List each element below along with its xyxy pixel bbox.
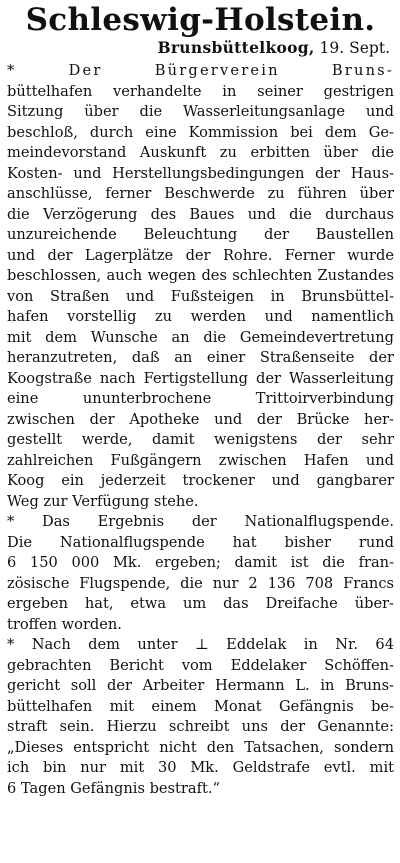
text-line: 6 150 000 Mk. ergeben; damit ist die fran- xyxy=(7,554,394,571)
text-line: gebrachten Bericht vom Eddelaker Schöffen- xyxy=(7,656,394,674)
text-line: Die Nationalflugspende hat bisher rund xyxy=(7,533,394,551)
dateline-date: 19. Sept. xyxy=(319,39,390,57)
text-line: zahlreichen Fußgängern zwischen Hafen und xyxy=(7,451,394,469)
text-line: meindevorstand Auskunft zu erbitten über die xyxy=(7,144,394,161)
text-line: * Das Ergebnis der Nationalflugspende. xyxy=(7,513,394,530)
text-line: von Straßen und Fußsteigen in Brunsbüttel- xyxy=(7,287,394,305)
article-nationalflugspende xyxy=(7,512,394,635)
text-line: unzureichende Beleuchtung der Baustellen xyxy=(7,226,394,243)
text-line: hafen vorstellig zu werden und namentlich xyxy=(7,308,394,325)
text-line: büttelhafen verhandelte in seiner gestrigen xyxy=(7,82,394,100)
article-eddelak-correction xyxy=(7,635,394,799)
text-line: Koogstraße nach Fertigstellung der Wasserleitung xyxy=(7,369,394,387)
text-line: Sitzung über die Wasserleitungsanlage und xyxy=(7,103,394,120)
text-line: zösische Flugspende, die nur 2 136 708 Francs xyxy=(7,574,394,592)
text-line: troffen worden. xyxy=(7,615,122,633)
dateline xyxy=(7,38,394,58)
text-line: heranzutreten, daß an einer Straßenseite der xyxy=(7,349,394,366)
text-line: beschloß, durch eine Kommission bei dem Ge- xyxy=(7,123,394,141)
text-line: und der Lagerplätze der Rohre. Ferner wurde xyxy=(7,246,394,264)
article-buergerverein xyxy=(7,61,394,512)
text-line: „Dieses entspricht nicht den Tatsachen, sondern xyxy=(7,738,394,756)
text-line: anschlüsse, ferner Beschwerde zu führen über xyxy=(7,185,394,202)
text-line: ich bin nur mit 30 Mk. Geldstrafe evtl. mit xyxy=(7,759,394,776)
text-line: 6 Tagen Gefängnis bestraft.“ xyxy=(7,779,220,797)
dateline-place: Brunsbüttelkoog, xyxy=(157,38,315,57)
text-line: die Verzögerung des Baues und die durchaus xyxy=(7,205,394,223)
text-line: beschlossen, auch wegen des schlechten Zustandes xyxy=(7,267,394,284)
text-line: Weg zur Verfügung stehe. xyxy=(7,492,199,510)
text-line: büttelhafen mit einem Monat Gefängnis be- xyxy=(7,697,394,715)
text-line: straft sein. Hierzu schreibt uns der Genannte: xyxy=(7,718,394,735)
text-line: Kosten- und Herstellungsbedingungen der Haus- xyxy=(7,164,394,182)
text-line: * Nach dem unter ⊥ Eddelak in Nr. 64 xyxy=(7,636,394,653)
text-line: zwischen der Apotheke und der Brücke her- xyxy=(7,410,394,428)
text-line: eine ununterbrochene Trittoirverbindung xyxy=(7,390,394,407)
text-line: gestellt werde, damit wenigstens der sehr xyxy=(7,431,394,448)
text-line: * Der Bürgerverein Bruns- xyxy=(7,62,394,79)
text-line: mit dem Wunsche an die Gemeindevertretung xyxy=(7,328,394,346)
text-line: Koog ein jederzeit trockener und gangbarer xyxy=(7,472,394,489)
text-line: ergeben hat, etwa um das Dreifache über- xyxy=(7,595,394,612)
section-heading: Schleswig-Holstein. xyxy=(25,2,376,38)
text-line: gericht soll der Arbeiter Hermann L. in Bruns- xyxy=(7,677,394,694)
